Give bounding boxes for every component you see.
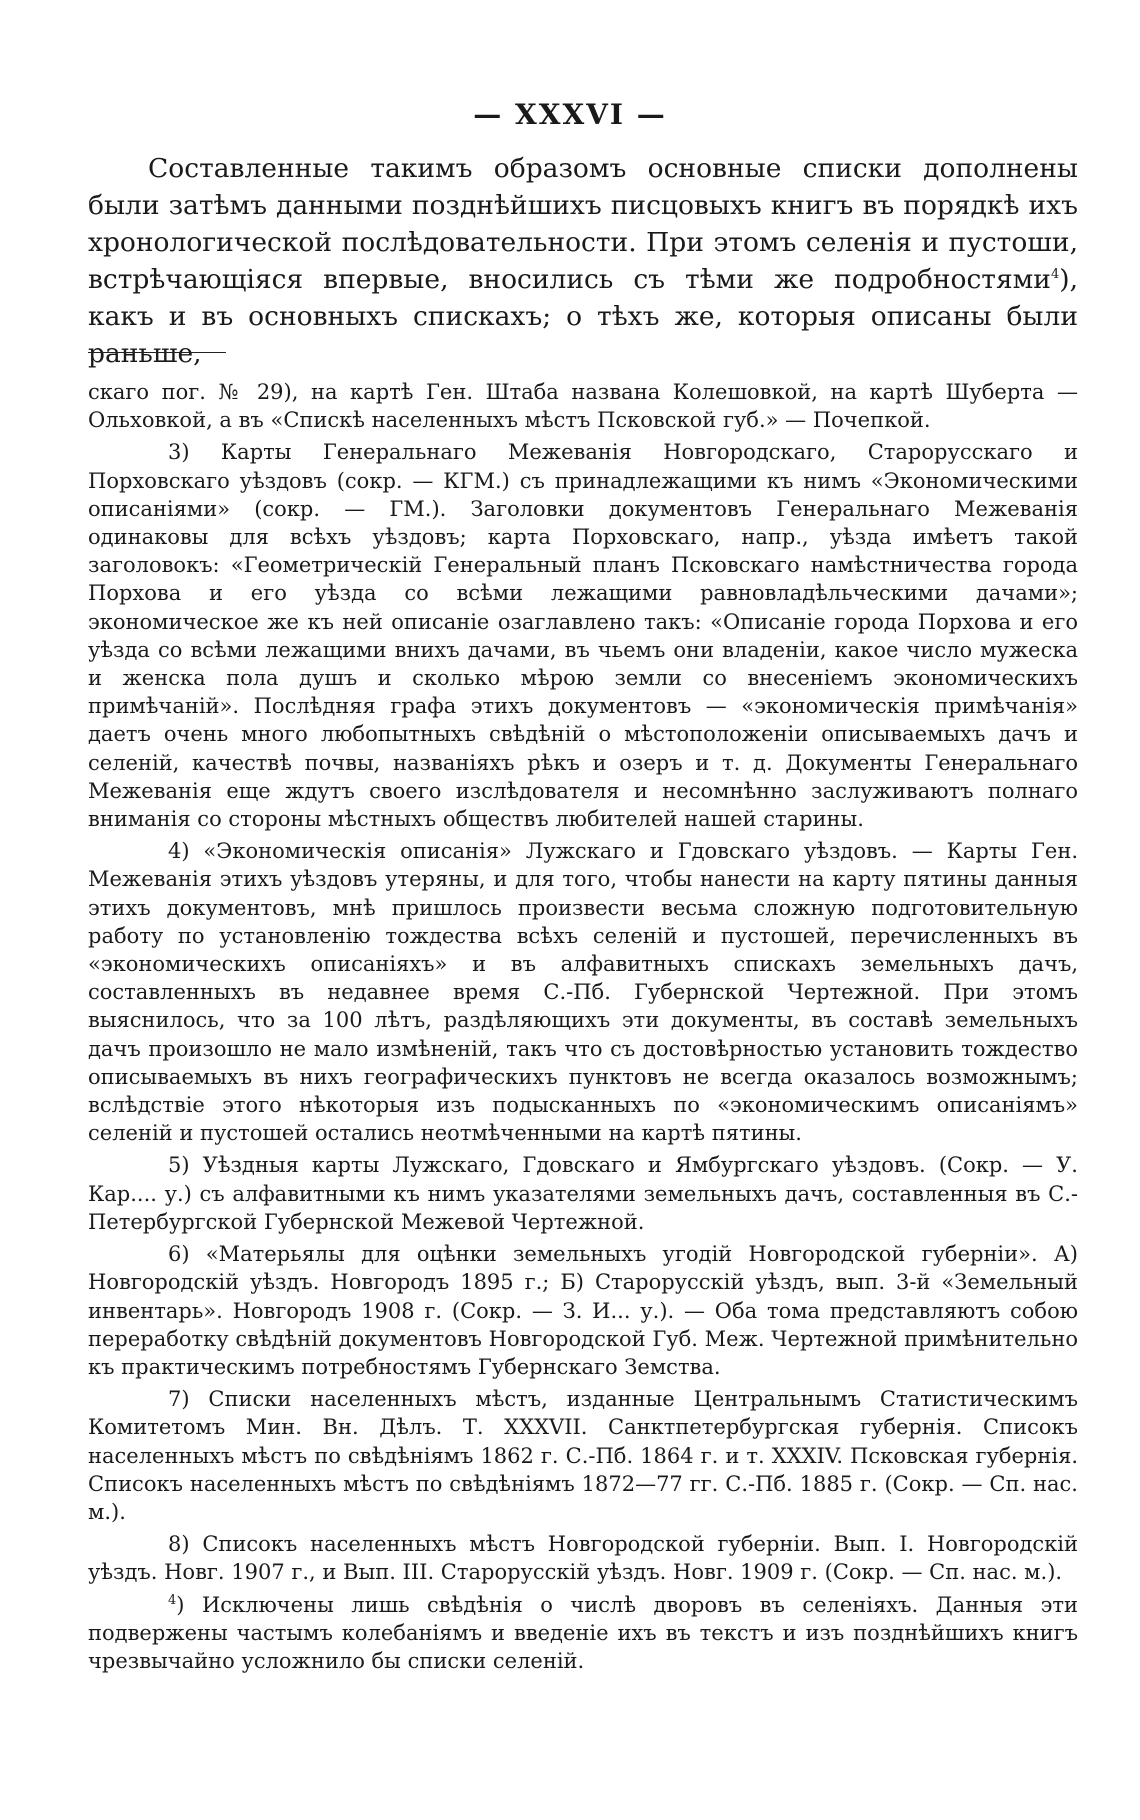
note-item-5: 5) Уѣздныя карты Лужскаго, Гдовскаго и Ямбургскаго уѣздовъ. (Сокр. — У. Кар.... у.) съ алфавитными къ нимъ указателями земельныхъ дачъ, составленныя въ С.-Петербургской Губернской Межевой Чертежной. — [88, 1153, 1078, 1234]
note-item-4: 4) «Экономическія описанія» Лужскаго и Гдовскаго уѣздовъ. — Карты Ген. Межеванія этихъ уѣздовъ утеряны, и для того, чтобы нанести на карту пятины данныя этихъ документовъ, мнѣ пришлось произвести весьма сложную подготовительную работу по установленію тождества всѣхъ селеній и пустошей, перечисленныхъ въ «экономическихъ описаніяхъ» и въ алфавитныхъ спискахъ земельныхъ дачъ, составленныхъ въ недавнее время С.-Пб. Губернской Чертежной. При этомъ выяснилось, что за 100 лѣтъ, раздѣляющихъ эти документы, въ составѣ земельныхъ дачъ произошло не мало измѣненій, такъ что съ достовѣрностью установить тождество описываемыхъ въ нихъ географическихъ пунктовъ не всегда оказалось возможнымъ; вслѣдствіе этого нѣкоторыя изъ подысканныхъ по «экономическимъ описаніямъ» селеній и пустошей остались неотмѣченными на картѣ пятины. — [88, 839, 1078, 1146]
footnote-marker: 4 — [168, 1592, 177, 1608]
note-item-6: 6) «Матерьялы для оцѣнки земельныхъ угодій Новгородской губерніи». А) Новгородскій уѣздъ. Новгородъ 1895 г.; Б) Старорусскій уѣздъ, вып. 3-й «Земельный инвентарь». Новгородъ 1908 г. (Сокр. — З. И... у.). — Оба тома представляютъ собою переработку свѣдѣній документовъ Новгородской Губ. Меж. Чертежной примѣнительно къ практическимъ потребностямъ Губернскаго Земства. — [88, 1242, 1078, 1379]
note-item-8: 8) Списокъ населенныхъ мѣстъ Новгородской губерніи. Вып. I. Новгородскій уѣздъ. Новг. 1907 г., и Вып. III. Старорусскій уѣздъ. Новг. 1909 г. (Сокр. — Сп. нас. м.). — [88, 1532, 1078, 1585]
footnote-text: ) Исключены лишь свѣдѣнія о числѣ дворовъ въ селеніяхъ. Данныя эти подвержены частымъ колебаніямъ и введеніе ихъ въ текстъ и изъ позднѣйшихъ книгъ чрезвычайно усложнило бы списки селеній. — [88, 1592, 1078, 1673]
main-paragraph-text-end: ), какъ и въ основныхъ спискахъ; о тѣхъ же, которыя описаны были раньше, — [88, 264, 1078, 369]
footnote — [88, 1591, 1078, 1676]
footnote-reference: 4 — [1050, 267, 1060, 283]
notes-section — [88, 378, 1078, 1679]
note-item-3: 3) Карты Генеральнаго Межеванія Новгородскаго, Старорусскаго и Порховскаго уѣздовъ (сокр. — КГМ.) съ принадлежащими къ нимъ «Экономическими описаніями» (сокр. — ГМ.). Заголовки документовъ Генеральнаго Межеванія одинаковы для всѣхъ уѣздовъ; карта Порховскаго, напр., уѣзда имѣетъ такой заголовокъ: «Геометрическій Генеральный планъ Псковскаго намѣстничества города Порхова и его уѣзда со всѣми лежащими равновладѣльческими дачами»; экономическое же къ ней описаніе озаглавлено такъ: «Описаніе города Порхова и его уѣзда со всѣми лежащими вниxъ дачами, въ чьемъ они владеніи, какое число мужеска и женска пола душъ и сколько мѣрою земли со внесеніемъ экономическихъ примѣчаній». Послѣдняя графа этихъ документовъ — «экономическія примѣчанія» даетъ очень много любопытныхъ свѣдѣній о мѣстоположеніи описываемыхъ дачъ и селеній, качествѣ почвы, названіяхъ рѣкъ и озеръ и т. д. Документы Генеральнаго Межеванія еще ждутъ своего изслѣдователя и несомнѣнно заслуживаютъ полнаго вниманія со стороны мѣстныхъ обществъ любителей нашей старины. — [88, 440, 1078, 832]
main-paragraph-text: Составленные такимъ образомъ основные списки дополнены были затѣмъ данными позднѣйшихъ писцовыхъ книгъ въ порядкѣ ихъ хронологической послѣдовательности. При этомъ селенія и пустоши, встрѣчающіяся впервые, вносились съ тѣми же подробностями — [88, 153, 1078, 295]
note-continuation: скаго пог. № 29), на картѣ Ген. Штаба названа Колешовкой, на картѣ Шуберта — Ольховкой, а въ «Спискѣ населенныхъ мѣстъ Псковской губ.» — Почепкой. — [88, 380, 1078, 433]
main-paragraph — [88, 150, 1078, 372]
note-item-7: 7) Списки населенныхъ мѣстъ, изданные Центральнымъ Статистическимъ Комитетомъ Мин. Вн. Дѣлъ. Т. XXXVII. Санктпетербургская губернія. Списокъ населенныхъ мѣстъ по свѣдѣніямъ 1862 г. С.-Пб. 1864 г. и т. XXXIV. Псковская губернія. Списокъ населенныхъ мѣстъ по свѣдѣніямъ 1872—77 гг. С.-Пб. 1885 г. (Сокр. — Сп. нас. м.). — [88, 1387, 1078, 1524]
page-number: — XXXVI — — [473, 98, 667, 131]
footnote-separator — [88, 352, 226, 353]
